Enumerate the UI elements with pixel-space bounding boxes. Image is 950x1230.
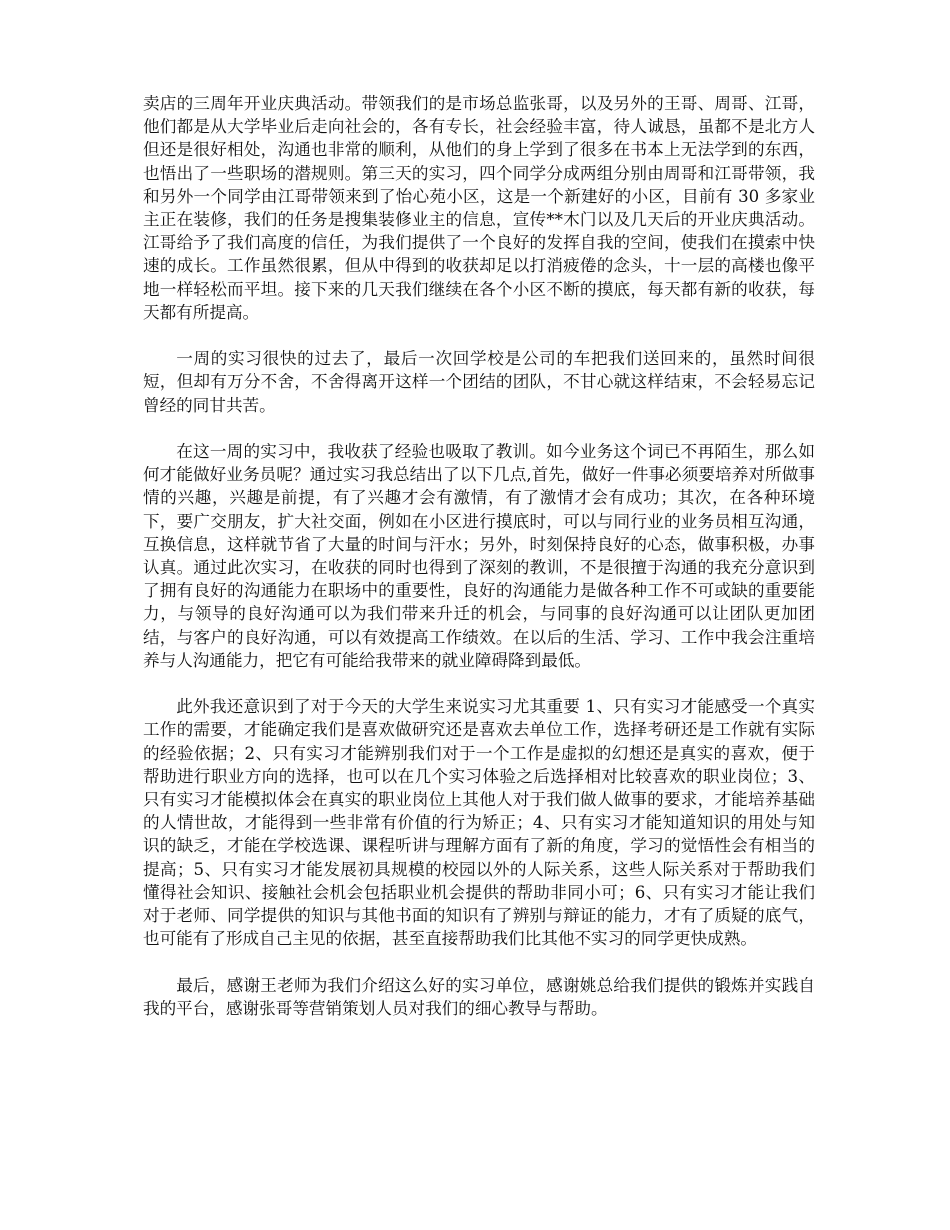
paragraph-3: 在这一周的实习中，我收获了经验也吸取了教训。如今业务这个词已不再陌生，那么如何才能做好业务员呢？通过实习我总结出了以下几点,首先，做好一件事必须要培养对所做事情的兴趣，兴趣是前提，有了兴趣才会有激情，有了激情才会有成功；其次，在各种环境下，要广交朋友，扩大社交面，例如在小区进行摸底时，可以与同行业的业务员相互沟通，互换信息，这样就节省了大量的时间与汗水；另外，时刻保持良好的心态，做事积极，办事认真。通过此次实习，在收获的同时也得到了深刻的教训，不是很擅于沟通的我充分意识到了拥有良好的沟通能力在职场中的重要性，良好的沟通能力是做各种工作不可或缺的重要能力，与领导的良好沟通可以为我们带来升迁的机会，与同事的良好沟通可以让团队更加团结，与客户的良好沟通，可以有效提高工作绩效。在以后的生活、学习、工作中我会注重培养与人沟通能力，把它有可能给我带来的就业障碍降到最低。 [143,442,815,670]
paragraph-1: 卖店的三周年开业庆典活动。带领我们的是市场总监张哥，以及另外的王哥、周哥、江哥，他们都是从大学毕业后走向社会的，各有专长，社会经验丰富，待人诚恳，虽都不是北方人但还是很好相处，沟通也非常的顺利，从他们的身上学到了很多在书本上无法学到的东西，也悟出了一些职场的潜规则。第三天的实习，四个同学分成两组分别由周哥和江哥带领，我和另外一个同学由江哥带领来到了怡心苑小区，这是一个新建好的小区，目前有 30 多家业主正在装修，我们的任务是搜集装修业主的信息，宣传**木门以及几天后的开业庆典活动。江哥给予了我们高度的信任，为我们提供了一个良好的发挥自我的空间，使我们在摸索中快速的成长。工作虽然很累，但从中得到的收获却足以打消疲倦的念头，十一层的高楼也像平地一样轻松而平坦。接下来的几天我们继续在各个小区不断的摸底，每天都有新的收获，每天都有所提高。 [143,94,815,322]
paragraph-5: 最后，感谢王老师为我们介绍这么好的实习单位，感谢姚总给我们提供的锻炼并实践自我的平台，感谢张哥等营销策划人员对我们的细心教导与帮助。 [143,975,815,1018]
document-body [143,92,815,1043]
paragraph-4: 此外我还意识到了对于今天的大学生来说实习尤其重要 1、只有实习才能感受一个真实工作的需要，才能确定我们是喜欢做研究还是喜欢去单位工作，选择考研还是工作就有实际的经验依据；2、只有实习才能辨别我们对于一个工作是虚拟的幻想还是真实的喜欢，便于帮助进行职业方向的选择，也可以在几个实习体验之后选择相对比较喜欢的职业岗位；3、只有实习才能模拟体会在真实的职业岗位上其他人对于我们做人做事的要求，才能培养基础的人情世故，才能得到一些非常有价值的行为矫正；4、只有实习才能知道知识的用处与知识的缺乏，才能在学校选课、课程听讲与理解方面有了新的角度，学习的觉悟性会有相当的提高；5、只有实习才能发展初具规模的校园以外的人际关系，这些人际关系对于帮助我们懂得社会知识、接触社会机会包括职业机会提供的帮助非同小可；6、只有实习才能让我们对于老师、同学提供的知识与其他书面的知识有了辨别与辩证的能力，才有了质疑的底气，也可能有了形成自己主见的依据，甚至直接帮助我们比其他不实习的同学更快成熟。 [143,697,815,949]
paragraph-2: 一周的实习很快的过去了，最后一次回学校是公司的车把我们送回来的，虽然时间很短，但却有万分不舍，不舍得离开这样一个团结的团队，不甘心就这样结束，不会轻易忘记曾经的同甘共苦。 [143,349,815,415]
